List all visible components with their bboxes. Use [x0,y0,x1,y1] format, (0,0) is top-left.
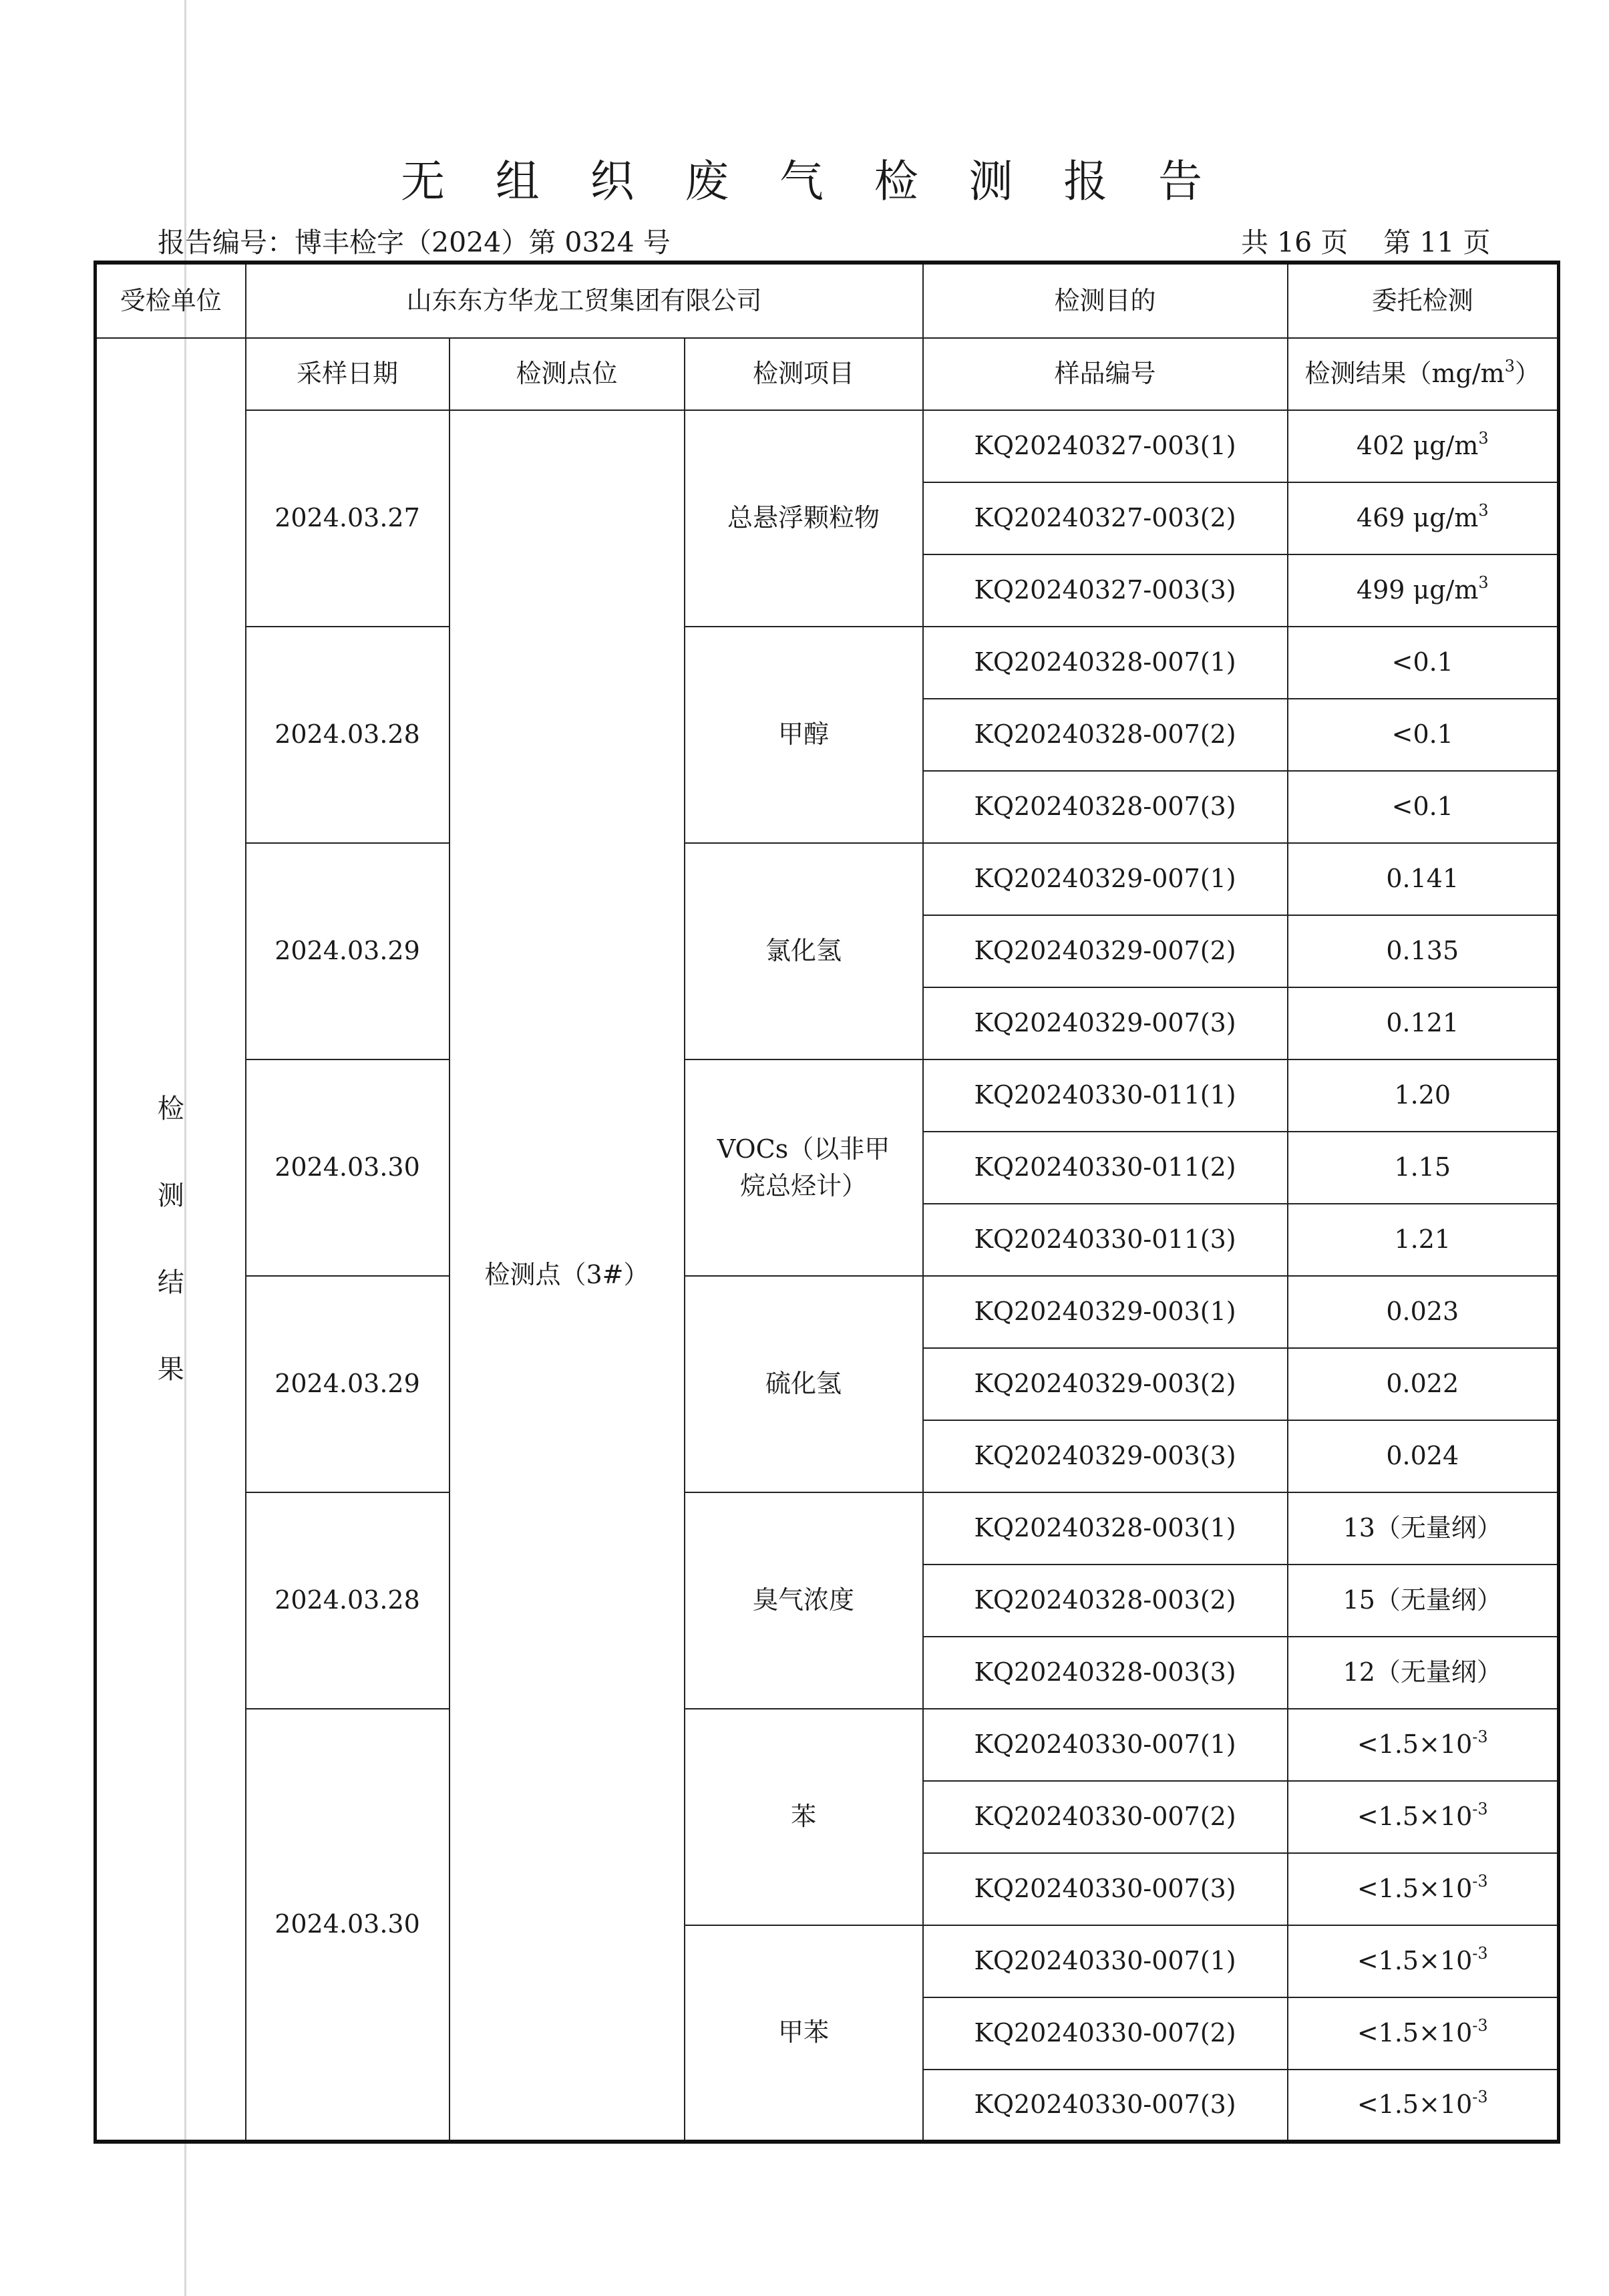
item-cell: 甲醇 [685,627,923,843]
result-cell: $<1.5\times 10^{-3}$ [1288,1781,1559,1853]
column-header-row [96,338,1559,410]
total-pages: 共 16 页 [1241,226,1349,259]
sample-cell: KQ20240329-007(1) [923,843,1288,915]
result-cell: <0.1 [1288,627,1559,699]
title-char: 废 [685,156,729,207]
header-sample: 样品编号 [923,338,1288,410]
date-cell: 2024.03.27 [246,410,450,627]
report-number: 报告编号：博丰检字（2024）第 0324 号 [158,226,671,259]
title-char: 测 [968,156,1013,207]
title-char: 织 [590,156,635,207]
sample-cell: KQ20240328-007(3) [923,771,1288,843]
item-cell: 臭气浓度 [685,1492,923,1709]
date-cell: 2024.03.29 [246,843,450,1059]
result-cell: 1.15 [1288,1132,1559,1204]
table-row [96,1059,1559,1132]
result-cell: 402 $\mu g/m^3$ [1288,410,1559,482]
result-cell: $<1.5\times 10^{-3}$ [1288,1853,1559,1925]
page-info [1241,220,1491,260]
point-cell: 检测点（3#） [450,410,685,2142]
header-point: 检测点位 [450,338,685,410]
item-cell: 硫化氢 [685,1276,923,1492]
date-cell: 2024.03.29 [246,1276,450,1492]
date-cell: 2024.03.30 [246,1059,450,1276]
vertical-label: 检 测 结 果 [157,1094,184,1385]
item-cell: VOCs（以非甲烷总烃计） [685,1059,923,1276]
unit-name: 山东东方华龙工贸集团有限公司 [246,263,923,338]
sample-cell: KQ20240328-003(1) [923,1492,1288,1565]
result-cell: 0.135 [1288,915,1559,987]
item-cell: 苯 [685,1709,923,1925]
item-cell: 氯化氢 [685,843,923,1059]
title-char: 无 [401,156,445,207]
result-cell: <0.1 [1288,699,1559,771]
date-cell: 2024.03.28 [246,1492,450,1709]
results-table [94,261,1560,2144]
sample-cell: KQ20240330-007(3) [923,2070,1288,2142]
title-char: 检 [874,156,918,207]
sample-cell: KQ20240329-003(2) [923,1348,1288,1420]
result-cell: 0.023 [1288,1276,1559,1348]
table-row [96,410,1559,482]
result-cell: $<1.5\times 10^{-3}$ [1288,1925,1559,1997]
sample-cell: KQ20240330-011(2) [923,1132,1288,1204]
results-section-label [96,338,246,2142]
sample-cell: KQ20240329-003(1) [923,1276,1288,1348]
table-row [96,1709,1559,1781]
purpose-value: 委托检测 [1288,263,1559,338]
result-cell: 1.21 [1288,1204,1559,1276]
date-cell: 2024.03.30 [246,1709,450,2142]
item-cell: 甲苯 [685,1925,923,2142]
header-result: 检测结果$(mg/m^3)$ [1288,338,1559,410]
sample-cell: KQ20240330-007(1) [923,1925,1288,1997]
header-date: 采样日期 [246,338,450,410]
header-item: 检测项目 [685,338,923,410]
sample-cell: KQ20240327-003(2) [923,482,1288,554]
sample-cell: KQ20240328-007(2) [923,699,1288,771]
table-row [96,627,1559,699]
current-page: 第 11 页 [1383,226,1491,259]
sample-cell: KQ20240330-011(1) [923,1059,1288,1132]
result-cell: 0.121 [1288,987,1559,1059]
title-char: 气 [779,156,824,207]
table-row [96,843,1559,915]
result-cell: 13（无量纲） [1288,1492,1559,1565]
result-cell: <0.1 [1288,771,1559,843]
sample-cell: KQ20240330-011(3) [923,1204,1288,1276]
title-char: 报 [1063,156,1108,207]
report-title [401,146,1202,209]
result-cell: 0.022 [1288,1348,1559,1420]
sample-cell: KQ20240328-003(2) [923,1565,1288,1637]
result-cell: 15（无量纲） [1288,1565,1559,1637]
purpose-label: 检测目的 [923,263,1288,338]
sample-cell: KQ20240328-007(1) [923,627,1288,699]
result-cell: 469 $\mu g/m^3$ [1288,482,1559,554]
sample-cell: KQ20240330-007(3) [923,1853,1288,1925]
table-row [96,1276,1559,1348]
result-cell: $<1.5\times 10^{-3}$ [1288,1997,1559,2070]
sample-cell: KQ20240330-007(2) [923,1997,1288,2070]
result-cell: 12（无量纲） [1288,1637,1559,1709]
result-cell: 0.024 [1288,1420,1559,1492]
result-cell: 499 $\mu g/m^3$ [1288,554,1559,627]
title-char: 组 [495,156,540,207]
sample-cell: KQ20240329-007(3) [923,987,1288,1059]
result-cell: 0.141 [1288,843,1559,915]
date-cell: 2024.03.28 [246,627,450,843]
title-char: 告 [1158,156,1202,207]
item-cell: 总悬浮颗粒物 [685,410,923,627]
result-cell: $<1.5\times 10^{-3}$ [1288,1709,1559,1781]
sample-cell: KQ20240329-003(3) [923,1420,1288,1492]
result-cell: 1.20 [1288,1059,1559,1132]
sample-cell: KQ20240327-003(3) [923,554,1288,627]
sample-cell: KQ20240328-003(3) [923,1637,1288,1709]
unit-row [96,263,1559,338]
sample-cell: KQ20240330-007(2) [923,1781,1288,1853]
table-row [96,1492,1559,1565]
sample-cell: KQ20240327-003(1) [923,410,1288,482]
sample-cell: KQ20240329-007(2) [923,915,1288,987]
result-cell: $<1.5\times 10^{-3}$ [1288,2070,1559,2142]
unit-label: 受检单位 [96,263,246,338]
sample-cell: KQ20240330-007(1) [923,1709,1288,1781]
